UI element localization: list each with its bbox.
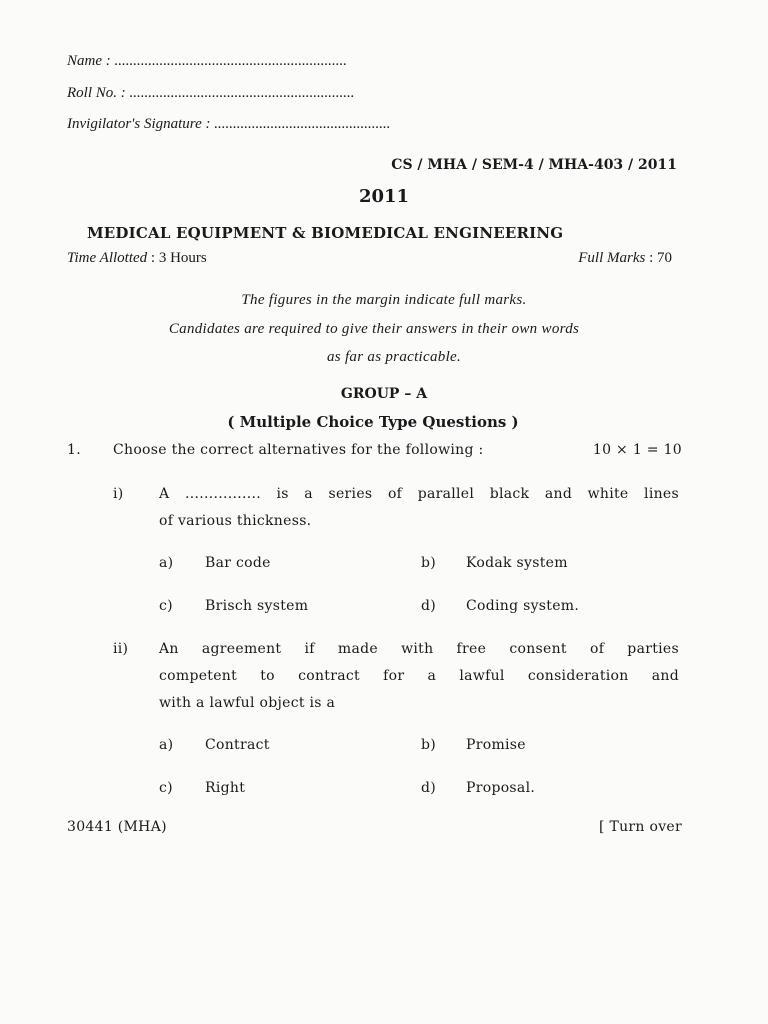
name-field [67,53,347,70]
subject-title: MEDICAL EQUIPMENT & BIOMEDICAL ENGINEERING [87,224,564,242]
question-text: Choose the correct alternatives for the following : [113,442,484,458]
option-text: Promise [466,737,526,753]
subquestion-ii-line-3: with a lawful object is a [159,695,336,711]
name-dots: .............................................................. [114,53,347,69]
subquestion-i-line-1: A ................ is a series of parallel black and white lines [159,486,679,502]
option-label: d) [421,598,437,614]
question-marks: 10 × 1 = 10 [592,442,682,458]
subquestion-i-number: i) [113,486,124,502]
full-marks [578,250,672,267]
option-text: Brisch system [205,598,309,614]
marks-label: Full Marks [578,250,646,266]
option-label: a) [159,555,174,571]
subquestion-ii-line-1: An agreement if made with free consent of parties [159,641,679,657]
invigilator-field [67,116,390,133]
option-label: a) [159,737,174,753]
name-label: Name : [67,53,115,69]
time-allotted [67,250,207,267]
paper-code: CS / MHA / SEM-4 / MHA-403 / 2011 [391,157,677,173]
roll-field [67,85,355,102]
question-number: 1. [67,442,81,458]
option-label: c) [159,598,173,614]
invigilator-dots: ............................................... [214,116,391,132]
option-text: Bar code [205,555,271,571]
option-label: b) [421,555,437,571]
time-value: : 3 Hours [150,250,207,266]
roll-label: Roll No. : [67,85,130,101]
subquestion-ii-number: ii) [113,641,129,657]
subquestion-ii-line-2: competent to contract for a lawful consideration and [159,668,679,684]
option-text: Contract [205,737,270,753]
subquestion-i-line-2: of various thickness. [159,513,312,529]
option-text: Proposal. [466,780,536,796]
roll-dots: ............................................................ [129,85,355,101]
turn-over: [ Turn over [598,819,682,835]
group-title: GROUP – A [340,386,428,402]
footer-code: 30441 (MHA) [67,819,167,835]
option-label: b) [421,737,437,753]
option-label: c) [159,780,173,796]
instruction-line-2: Candidates are required to give their answers in their own words [168,321,580,337]
marks-value: : 70 [649,250,672,266]
group-subtitle: ( Multiple Choice Type Questions ) [227,413,519,431]
instruction-line-3: as far as practicable. [326,349,462,365]
option-text: Right [205,780,246,796]
option-text: Coding system. [466,598,580,614]
time-label: Time Allotted [67,250,148,266]
instruction-line-1: The figures in the margin indicate full marks. [241,292,527,308]
invigilator-label: Invigilator's Signature : [67,116,215,132]
exam-year: 2011 [358,186,410,207]
option-text: Kodak system [466,555,568,571]
option-label: d) [421,780,437,796]
